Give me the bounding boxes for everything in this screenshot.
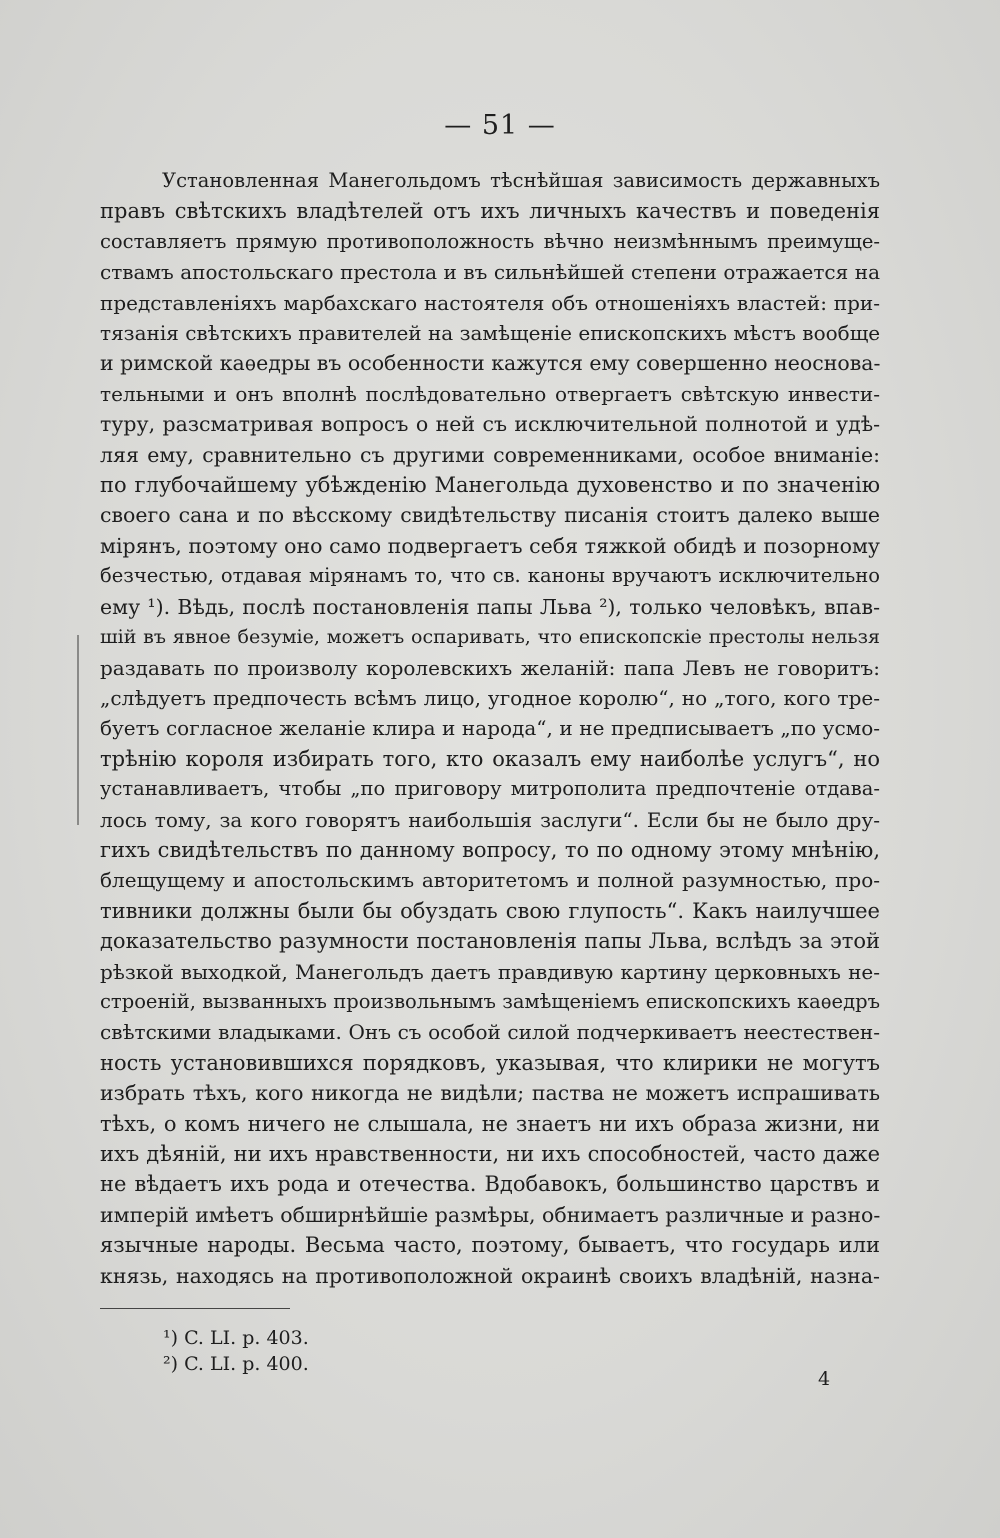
footnote-rule	[100, 1308, 290, 1309]
page-number: — 51 —	[444, 110, 556, 141]
margin-pencil-mark	[77, 635, 79, 825]
text-line: ность установившихся порядковъ, указывая, что клирики не могутъ	[100, 1050, 880, 1075]
text-line: лось тому, за кого говорятъ наибольшія заслуги“. Если бы не было дру-	[100, 807, 880, 832]
text-line: ляя ему, сравнительно съ другими современниками, особое вниманіе:	[100, 442, 880, 467]
text-line: раздавать по произволу королевскихъ желаній: папа Левъ не говоритъ:	[100, 655, 880, 680]
text-line: язычные народы. Весьма часто, поэтому, бываетъ, что государь или	[100, 1233, 880, 1258]
body-text	[100, 166, 880, 1291]
footnotes	[163, 1325, 309, 1377]
text-line: составляетъ прямую противоположность вѣчно неизмѣннымъ преимуще-	[100, 229, 880, 253]
text-line: ихъ дѣяній, ни ихъ нравственности, ни ихъ способностей, часто даже	[100, 1142, 880, 1166]
text-line: и римской каѳедры въ особенности кажутся ему совершенно неоснова-	[100, 351, 881, 376]
text-line: рѣзкой выходкой, Манегольдъ даетъ правдивую картину церковныхъ не-	[100, 959, 880, 984]
text-line: шій въ явное безуміе, можетъ оспаривать, что епископскіе престолы нельзя	[100, 626, 880, 649]
signature-mark: 4	[818, 1368, 831, 1390]
text-line: безчестью, отдавая мірянамъ то, что св. каноны вручаютъ исключительно	[100, 564, 880, 588]
text-line: ствамъ апостольскаго престола и въ сильнѣйшей степени отражается на	[100, 260, 880, 285]
text-line: блещущему и апостольскимъ авторитетомъ и полной разумностью, про-	[100, 868, 880, 893]
text-line: тельными и онъ вполнѣ послѣдовательно отвергаетъ свѣтскую инвести-	[100, 381, 880, 406]
text-line: ему ¹). Вѣдь, послѣ постановленія папы Льва ²), только человѣкъ, впав-	[100, 594, 880, 619]
text-line: строеній, вызванныхъ произвольнымъ замѣщеніемъ епископскихъ каѳедръ	[100, 989, 880, 1013]
text-line: по глубочайшему убѣжденію Манегольда духовенство и по значенію	[100, 473, 880, 498]
text-line: представленіяхъ марбахскаго настоятеля объ отношеніяхъ властей: при-	[100, 290, 880, 315]
text-line: устанавливаетъ, чтобы „по приговору митрополита предпочтеніе отдава-	[100, 777, 880, 801]
text-line: правъ свѣтскихъ владѣтелей отъ ихъ личныхъ качествъ и поведенія	[100, 199, 880, 224]
text-line: буетъ согласное желаніе клира и народа“, и не предписываетъ „по усмо-	[100, 716, 880, 741]
text-line: „слѣдуетъ предпочесть всѣмъ лицо, угодное королю“, но „того, кого тре-	[100, 685, 880, 710]
text-line: Установленная Манегольдомъ тѣснѣйшая зависимость державныхъ	[162, 169, 880, 192]
text-line: своего сана и по вѣсскому свидѣтельству писанія стоитъ далеко выше	[100, 503, 880, 528]
footnote-1: ¹) C. LI. p. 403.	[163, 1327, 309, 1349]
text-line: имперій имѣетъ обширнѣйшіе размѣры, обнимаетъ различные и разно-	[100, 1202, 881, 1227]
text-line: тязанія свѣтскихъ правителей на замѣщеніе епископскихъ мѣстъ вообще	[100, 321, 881, 346]
text-line: свѣтскими владыками. Онъ съ особой силой подчеркиваетъ неестествен-	[100, 1020, 880, 1045]
text-line: избрать тѣхъ, кого никогда не видѣли; паства не можетъ испрашивать	[100, 1081, 880, 1106]
text-line: гихъ свидѣтельствъ по данному вопросу, то по одному этому мнѣнію,	[100, 837, 880, 862]
text-line: трѣнію короля избирать того, кто оказалъ ему наиболѣе услугъ“, но	[100, 746, 880, 771]
text-line: князь, находясь на противоположной окраинѣ своихъ владѣній, назна-	[100, 1263, 880, 1288]
text-line: тивники должны были бы обуздать свою глупость“. Какъ наилучшее	[100, 898, 880, 923]
footnote-2: ²) C. LI. p. 400.	[163, 1353, 309, 1375]
text-line: мірянъ, поэтому оно само подвергаетъ себя тяжкой обидѣ и позорному	[100, 533, 880, 558]
text-line: доказательство разумности постановленія папы Льва, вслѣдъ за этой	[100, 929, 880, 954]
text-line: туру, разсматривая вопросъ о ней съ исключительной полнотой и удѣ-	[100, 412, 880, 437]
text-line: не вѣдаетъ ихъ рода и отечества. Вдобавокъ, большинство царствъ и	[100, 1172, 880, 1197]
text-line: тѣхъ, о комъ ничего не слышала, не знаетъ ни ихъ образа жизни, ни	[100, 1111, 880, 1136]
